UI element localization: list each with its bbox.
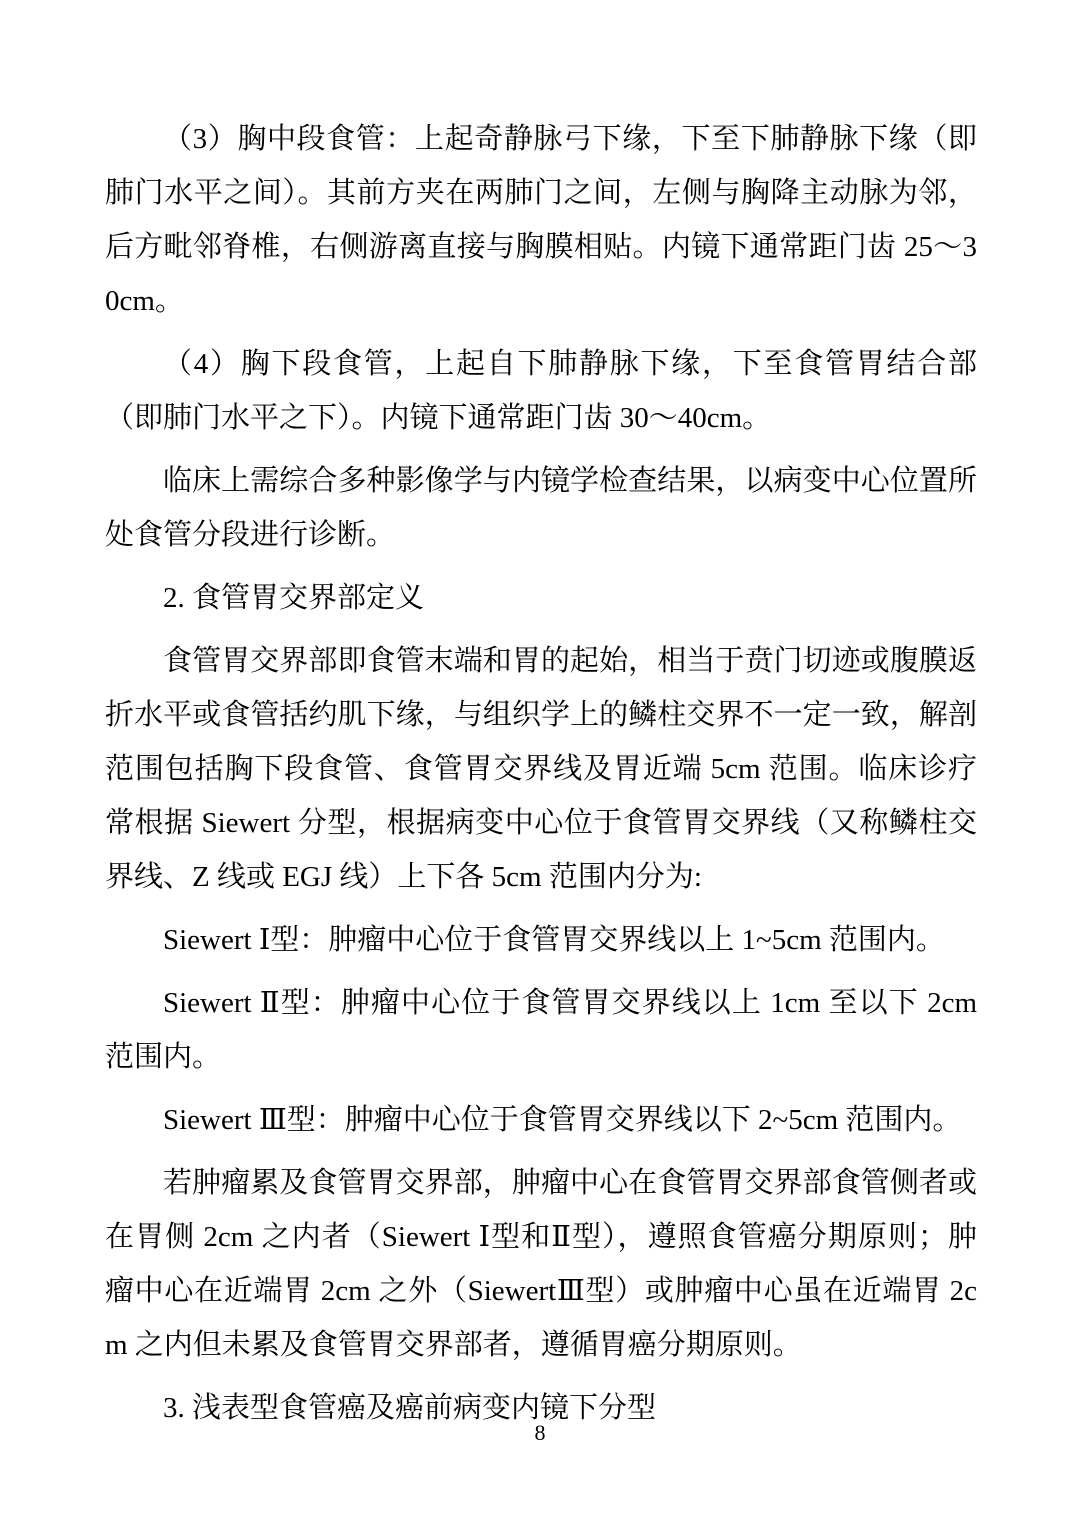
para-lower-thoracic-esophagus: （4）胸下段食管，上起自下肺静脉下缘，下至食管胃结合部（即肺门水平之下）。内镜下通常距门齿 30～40cm。	[105, 348, 977, 434]
para-siewert-type-2: Siewert Ⅱ型：肿瘤中心位于食管胃交界线以上 1cm 至以下 2cm 范围内。	[105, 987, 977, 1073]
heading-superficial-classification: 3. 浅表型食管癌及癌前病变内镜下分型	[163, 1392, 657, 1424]
page-number: 8	[534, 1420, 546, 1445]
para-siewert-type-1: Siewert Ⅰ型：肿瘤中心位于食管胃交界线以上 1~5cm 范围内。	[163, 924, 945, 956]
para-mid-thoracic-esophagus: （3）胸中段食管：上起奇静脉弓下缘，下至下肺静脉下缘（即肺门水平之间）。其前方夹在两肺门之间，左侧与胸降主动脉为邻，后方毗邻脊椎，右侧游离直接与胸膜相贴。内镜下通常距门齿 25～30cm。	[105, 123, 977, 317]
heading-egj-definition: 2. 食管胃交界部定义	[163, 582, 425, 614]
para-clinical-diagnosis-note: 临床上需综合多种影像学与内镜学检查结果，以病变中心位置所处食管分段进行诊断。	[105, 465, 977, 551]
para-staging-rules: 若肿瘤累及食管胃交界部，肿瘤中心在食管胃交界部食管侧者或在胃侧 2cm 之内者（Siewert Ⅰ型和Ⅱ型），遵照食管癌分期原则；肿瘤中心在近端胃 2cm 之外（SiewertⅢ型）或肿瘤中心虽在近端胃 2cm 之内但未累及食管胃交界部者，遵循胃癌分期原则。	[105, 1167, 977, 1361]
para-egj-description: 食管胃交界部即食管末端和胃的起始，相当于贲门切迹或腹膜返折水平或食管括约肌下缘，与组织学上的鳞柱交界不一定一致，解剖范围包括胸下段食管、食管胃交界线及胃近端 5cm 范围。临床诊疗常根据 Siewert 分型，根据病变中心位于食管胃交界线（又称鳞柱交界线、Z 线或 EGJ 线）上下各 5cm 范围内分为:	[105, 645, 977, 893]
para-siewert-type-3: Siewert Ⅲ型：肿瘤中心位于食管胃交界线以下 2~5cm 范围内。	[163, 1104, 962, 1136]
document-body	[105, 112, 977, 1444]
